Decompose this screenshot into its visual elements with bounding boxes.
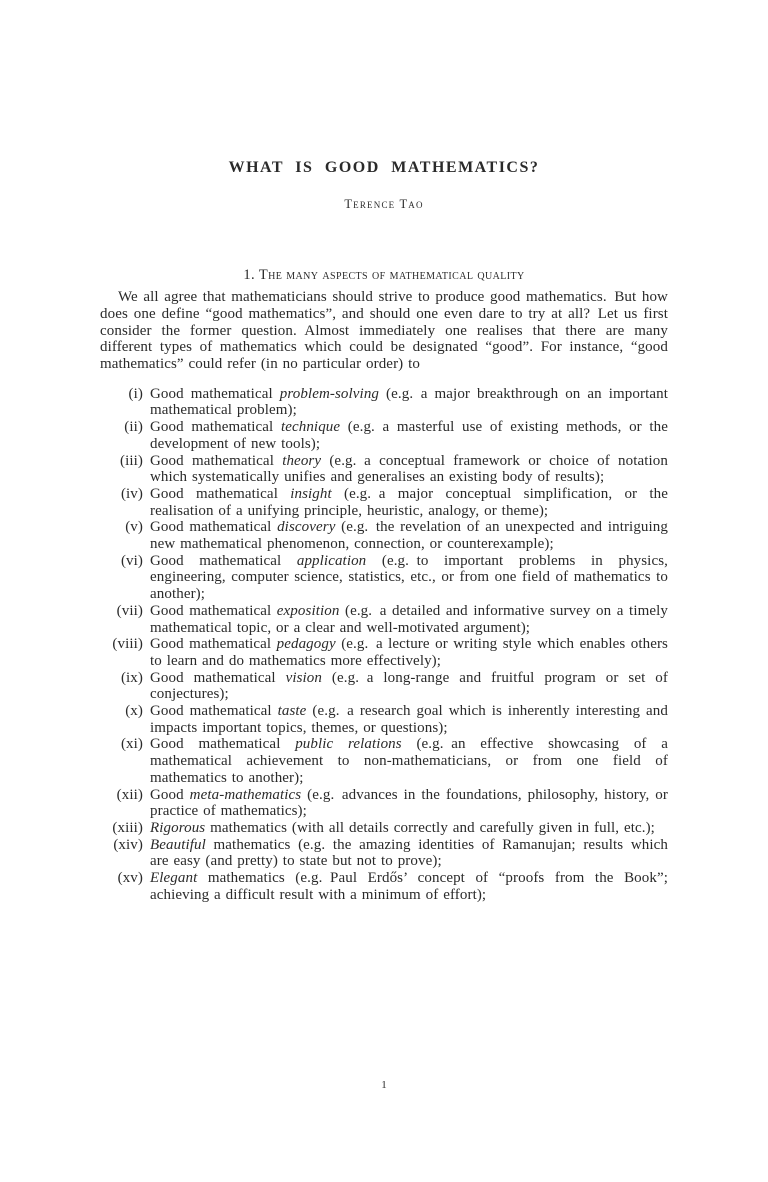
list-item-text: Good mathematical vision (e.g. a long-range and fruitful program or set of conjectures); [150, 669, 668, 703]
list-item-text: Good mathematical application (e.g. to important problems in physics, engineering, computer science, statistics, etc., or from one field of mathematics to another); [150, 552, 668, 603]
list-item-label: (vi) [120, 552, 143, 569]
list-item [100, 787, 668, 820]
list-item [100, 519, 668, 552]
page-number: 1 [381, 1079, 387, 1091]
section-heading: 1. The many aspects of mathematical quality [243, 267, 525, 284]
list-item [100, 486, 668, 519]
list-item [100, 736, 668, 786]
intro-paragraph: We all agree that mathematicians should strive to produce good mathematics. But how does one define “good mathematics”, and should one even dare to try at all? Let us first consider the former question. Almost immediately one realises that there are many different types of mathematics which could be designated “good”. For instance, “good mathematics” could refer (in no particular order) to [100, 289, 668, 372]
list-item-label: (iv) [120, 485, 143, 502]
list-item-text: Good mathematical theory (e.g. a conceptual framework or choice of notation which systematically unifies and generalises an existing body of results); [150, 452, 668, 486]
list-item-text: Beautiful mathematics (e.g. the amazing identities of Ramanujan; results which are easy (and pretty) to state but not to prove); [150, 836, 668, 870]
list-item-text: Good mathematical discovery (e.g. the revelation of an unexpected and intriguing new mathematical phenomenon, connection, or counterexample); [150, 519, 668, 553]
list-item-text: Rigorous mathematics (with all details correctly and carefully given in full, etc.); [150, 819, 655, 836]
list-item-text: Good mathematical exposition (e.g. a detailed and informative survey on a timely mathematical topic, or a clear and well-motivated argument); [150, 602, 668, 636]
list-item [100, 386, 668, 419]
list-item [100, 636, 668, 669]
list-item [100, 670, 668, 703]
list-item-label: (iii) [120, 452, 143, 469]
paper-author: Terence Tao [344, 197, 424, 212]
list-item [100, 419, 668, 452]
list-item-text: Good mathematical insight (e.g. a major conceptual simplification, or the realisation of a unifying principle, heuristic, analogy, or theme); [150, 485, 668, 519]
list-item-text: Good mathematical taste (e.g. a research goal which is inherently interesting and impacts important topics, themes, or questions); [150, 703, 668, 736]
list-item [100, 837, 668, 870]
list-item-text: Good mathematical public relations (e.g. an effective showcasing of a mathematical achievement to non-mathematicians, or from one field of mathematics to another); [150, 736, 669, 786]
list-item [100, 553, 668, 603]
list-item [100, 603, 668, 636]
list-item [100, 870, 668, 903]
list-item-label: (x) [125, 703, 143, 720]
list-item-label: (xi) [120, 736, 143, 753]
list-item-label: (vii) [116, 602, 143, 619]
list-item-text: Good mathematical problem-solving (e.g. a major breakthrough on an important mathematical problem); [150, 385, 668, 419]
list-item-label: (viii) [112, 636, 143, 653]
list-item-label: (v) [125, 519, 143, 536]
list-item [100, 820, 668, 837]
list-item-label: (xiii) [112, 819, 143, 836]
list-item-label: (xii) [116, 786, 143, 803]
list-item-text: Good meta-mathematics (e.g. advances in the foundations, philosophy, history, or practice of mathematics); [150, 786, 668, 820]
list-item-text: Good mathematical pedagogy (e.g. a lecture or writing style which enables others to learn and do mathematics more effectively); [150, 636, 668, 669]
quality-list [100, 386, 668, 904]
list-item [100, 453, 668, 486]
list-item-label: (xiv) [113, 836, 143, 853]
list-item-label: (ix) [120, 669, 143, 686]
list-item-label: (i) [128, 385, 143, 402]
list-item-label: (ii) [124, 419, 143, 436]
list-item [100, 703, 668, 736]
paper-title: WHAT IS GOOD MATHEMATICS? [228, 159, 540, 176]
list-item-label: (xv) [117, 870, 143, 887]
list-item-text: Good mathematical technique (e.g. a masterful use of existing methods, or the development of new tools); [150, 419, 668, 452]
list-item-text: Elegant mathematics (e.g. Paul Erdős’ concept of “proofs from the Book”; achieving a difficult result with a minimum of effort); [150, 870, 668, 903]
document-page [0, 158, 768, 1182]
